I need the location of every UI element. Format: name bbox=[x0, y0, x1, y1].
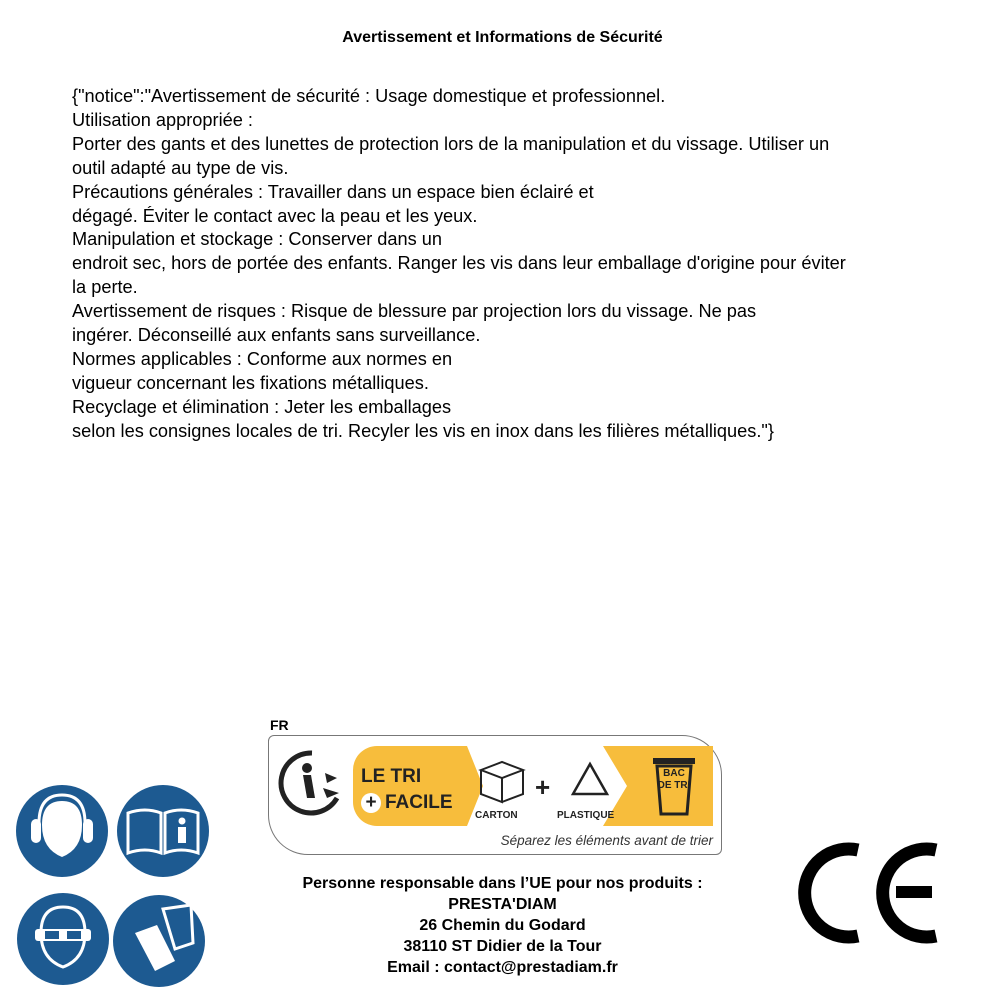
carton-icon bbox=[475, 758, 529, 806]
notice-line: ingérer. Déconseillé aux enfants sans surveillance. bbox=[72, 325, 481, 346]
plastic-recycle-icon bbox=[567, 760, 613, 806]
notice-line: Manipulation et stockage : Conserver dans un bbox=[72, 229, 443, 250]
carton-label: CARTON bbox=[475, 810, 518, 821]
notice-line: outil adapté au type de vis. bbox=[72, 157, 289, 178]
read-manual-icon bbox=[117, 785, 209, 877]
ear-protection-icon bbox=[16, 785, 108, 877]
le-tri-facile-logo: LE TRI + FACILE bbox=[361, 766, 453, 813]
page-title: Avertissement et Informations de Sécurité bbox=[342, 29, 663, 46]
notice-line: Porter des gants et des lunettes de protection lors de la manipulation et du vissage. Utiliser un bbox=[72, 133, 830, 154]
responsible-person: Personne responsable dans l’UE pour nos produits : PRESTA'DIAM 26 Chemin du Godard 38110 ST Didier de la Tour Email : contact@prestadiam.fr bbox=[0, 873, 1005, 978]
safety-notice bbox=[72, 85, 952, 444]
plastique-label: PLASTIQUE bbox=[557, 810, 615, 821]
bin-label: BAC DE TRI bbox=[657, 768, 691, 791]
triman-icon bbox=[277, 748, 347, 818]
notice-line: dégagé. Éviter le contact avec la peau et les yeux. bbox=[72, 205, 478, 226]
notice-line: Avertissement de risques : Risque de blessure par projection lors du vissage. Ne pas bbox=[72, 301, 757, 322]
triman-recycling-label bbox=[268, 735, 722, 855]
notice-line: endroit sec, hors de portée des enfants. Ranger les vis dans leur emballage d'origine pour éviter bbox=[72, 253, 846, 274]
notice-line: vigueur concernant les fixations métalliques. bbox=[72, 372, 429, 393]
notice-line: la perte. bbox=[72, 277, 138, 298]
email-contact: Email : contact@prestadiam.fr bbox=[387, 959, 618, 976]
plus-icon: + bbox=[361, 793, 381, 813]
notice-line: selon les consignes locales de tri. Recyler les vis en inox dans les filières métalliques."} bbox=[72, 420, 774, 441]
notice-line: Recyclage et élimination : Jeter les emballages bbox=[72, 396, 452, 417]
notice-line: Précautions générales : Travailler dans un espace bien éclairé et bbox=[72, 181, 594, 202]
notice-line: {"notice":"Avertissement de sécurité : Usage domestique et professionnel. bbox=[72, 86, 666, 106]
notice-line: Utilisation appropriée : bbox=[72, 109, 253, 130]
plus-sign: + bbox=[535, 772, 551, 802]
ce-mark-icon bbox=[796, 842, 941, 944]
sort-instruction: Séparez les éléments avant de trier bbox=[500, 833, 713, 848]
notice-line: Normes applicables : Conforme aux normes en bbox=[72, 348, 453, 369]
country-code: FR bbox=[270, 717, 289, 733]
